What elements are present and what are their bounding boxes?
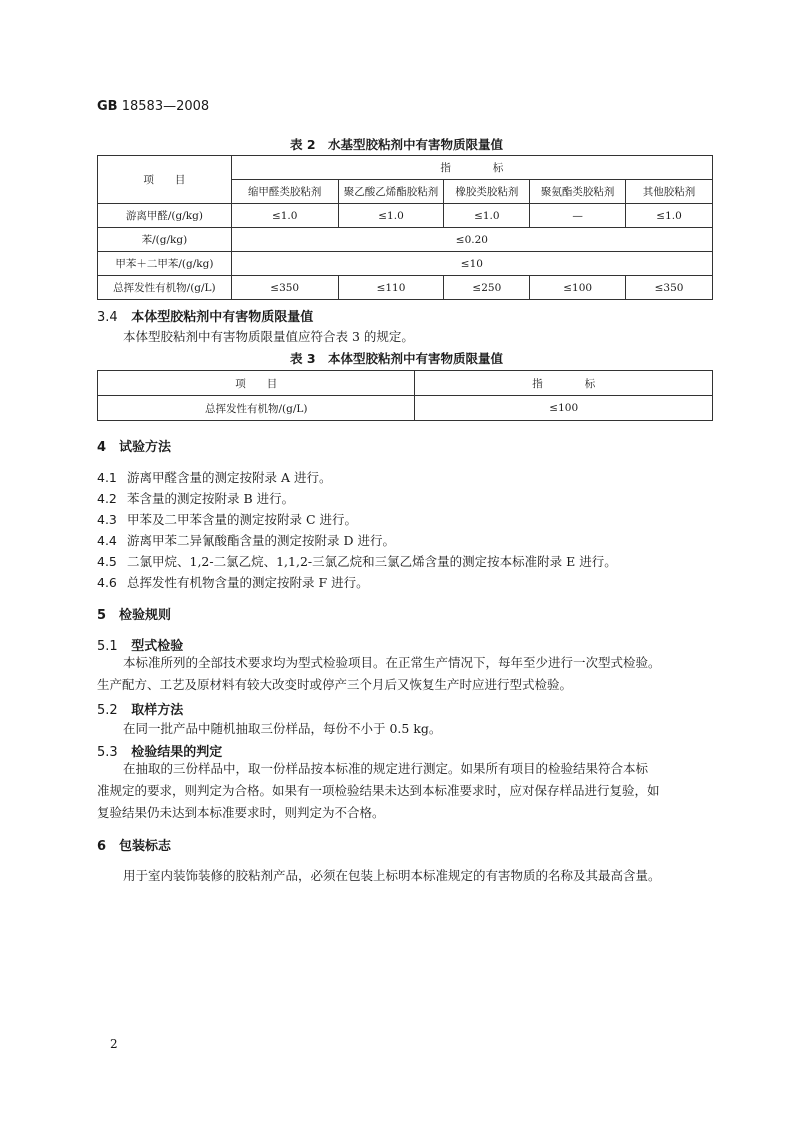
- item-text: 游离甲醛含量的测定按附录 A 进行。: [127, 470, 332, 485]
- table2-column-header: 橡胶类胶粘剂: [444, 180, 530, 204]
- section-title: 取样方法: [131, 703, 184, 718]
- cell: ≤1.0: [231, 204, 338, 228]
- section-4-heading: 4 试验方法: [97, 440, 172, 455]
- list-item: [97, 552, 617, 570]
- table-row: [98, 204, 713, 228]
- list-item: [97, 573, 369, 591]
- table-row: [98, 396, 713, 421]
- table-row: [98, 276, 713, 300]
- section-5-2-heading: [97, 699, 183, 718]
- item-text: 苯含量的测定按附录 B 进行。: [127, 491, 295, 506]
- item-number: 4.6: [97, 575, 117, 590]
- item-text: 二氯甲烷、1,2-二氯乙烷、1,1,2-三氯乙烷和三氯乙烯含量的测定按本标准附录 E 进行。: [127, 554, 617, 569]
- table2: [97, 155, 713, 300]
- section-number: 5.2: [97, 703, 118, 718]
- row-label: 游离甲醛/(g/kg): [98, 204, 232, 228]
- list-item: [97, 489, 294, 507]
- item-number: 4.1: [97, 470, 117, 485]
- cell: ≤100: [415, 396, 713, 421]
- table2-item-header: 项 目: [98, 156, 232, 204]
- item-number: 4.4: [97, 533, 117, 548]
- merged-cell: ≤0.20: [231, 228, 712, 252]
- standard-code: 18583—2008: [121, 99, 210, 114]
- section-number: 3.4: [97, 310, 118, 325]
- paragraph-line: 本标准所列的全部技术要求均为型式检验项目。在正常生产情况下，每年至少进行一次型式检验。: [123, 655, 661, 670]
- table3: [97, 370, 713, 421]
- section-title: 本体型胶粘剂中有害物质限量值: [131, 310, 314, 325]
- cell: ≤100: [530, 276, 626, 300]
- section-number: 5.3: [97, 745, 118, 760]
- table3-item-header: 项 目: [98, 371, 415, 396]
- section-6-heading: 6 包装标志: [97, 839, 172, 854]
- table2-column-header: 聚乙酸乙烯酯胶粘剂: [338, 180, 444, 204]
- table2-indicator-header: 指 标: [231, 156, 712, 180]
- row-label: 总挥发性有机物/(g/L): [98, 276, 232, 300]
- paragraph-line: 生产配方、工艺及原材料有较大改变时或停产三个月后又恢复生产时应进行型式检验。: [97, 677, 573, 692]
- table-row: [98, 252, 713, 276]
- cell: ≤1.0: [338, 204, 444, 228]
- cell: ≤350: [626, 276, 713, 300]
- section-5-2-text: 在同一批产品中随机抽取三份样品，每份不小于 0.5 kg。: [123, 721, 442, 736]
- table2-column-header: 缩甲醛类胶粘剂: [231, 180, 338, 204]
- table2-title: 表 2 水基型胶粘剂中有害物质限量值: [289, 137, 504, 152]
- table2-column-header: 聚氨酯类胶粘剂: [530, 180, 626, 204]
- section-5-1-body: [97, 652, 717, 696]
- cell: ≤1.0: [444, 204, 530, 228]
- row-label: 苯/(g/kg): [98, 228, 232, 252]
- cell: ≤110: [338, 276, 444, 300]
- merged-cell: ≤10: [231, 252, 712, 276]
- item-number: 4.5: [97, 554, 117, 569]
- standard-prefix: GB: [97, 99, 118, 114]
- item-text: 甲苯及二甲苯含量的测定按附录 C 进行。: [127, 512, 358, 527]
- section-3-4-heading: [97, 306, 313, 325]
- section-title: 检验结果的判定: [131, 745, 223, 760]
- cell: ≤1.0: [626, 204, 713, 228]
- table-row: [98, 228, 713, 252]
- item-text: 游离甲苯二异氰酸酯含量的测定按附录 D 进行。: [127, 533, 395, 548]
- section-title: 型式检验: [131, 639, 184, 654]
- section-6-text: 用于室内装饰装修的胶粘剂产品，必须在包装上标明本标准规定的有害物质的名称及其最高含量。: [123, 868, 661, 883]
- section-5-3-body: [97, 758, 717, 824]
- section-3-4-text: 本体型胶粘剂中有害物质限量值应符合表 3 的规定。: [123, 329, 414, 344]
- page-number: 2: [110, 1037, 118, 1051]
- cell: ≤250: [444, 276, 530, 300]
- row-label: 总挥发性有机物/(g/L): [98, 396, 415, 421]
- table2-column-header: 其他胶粘剂: [626, 180, 713, 204]
- paragraph-line: 复验结果仍未达到本标准要求时，则判定为不合格。: [97, 805, 385, 820]
- list-item: [97, 468, 331, 486]
- document-header: [97, 99, 209, 114]
- cell: —: [530, 204, 626, 228]
- item-text: 总挥发性有机物含量的测定按附录 F 进行。: [127, 575, 369, 590]
- section-number: 5.1: [97, 639, 118, 654]
- list-item: [97, 510, 357, 528]
- table3-title: 表 3 本体型胶粘剂中有害物质限量值: [289, 351, 504, 366]
- paragraph-line: 准规定的要求，则判定为合格。如果有一项检验结果未达到本标准要求时，应对保存样品进行复验，如: [97, 783, 660, 798]
- section-5-heading: 5 检验规则: [97, 608, 172, 623]
- row-label: 甲苯＋二甲苯/(g/kg): [98, 252, 232, 276]
- item-number: 4.3: [97, 512, 117, 527]
- table3-indicator-header: 指 标: [415, 371, 713, 396]
- list-item: [97, 531, 395, 549]
- paragraph-line: 在抽取的三份样品中，取一份样品按本标准的规定进行测定。如果所有项目的检验结果符合本标: [123, 761, 649, 776]
- item-number: 4.2: [97, 491, 117, 506]
- cell: ≤350: [231, 276, 338, 300]
